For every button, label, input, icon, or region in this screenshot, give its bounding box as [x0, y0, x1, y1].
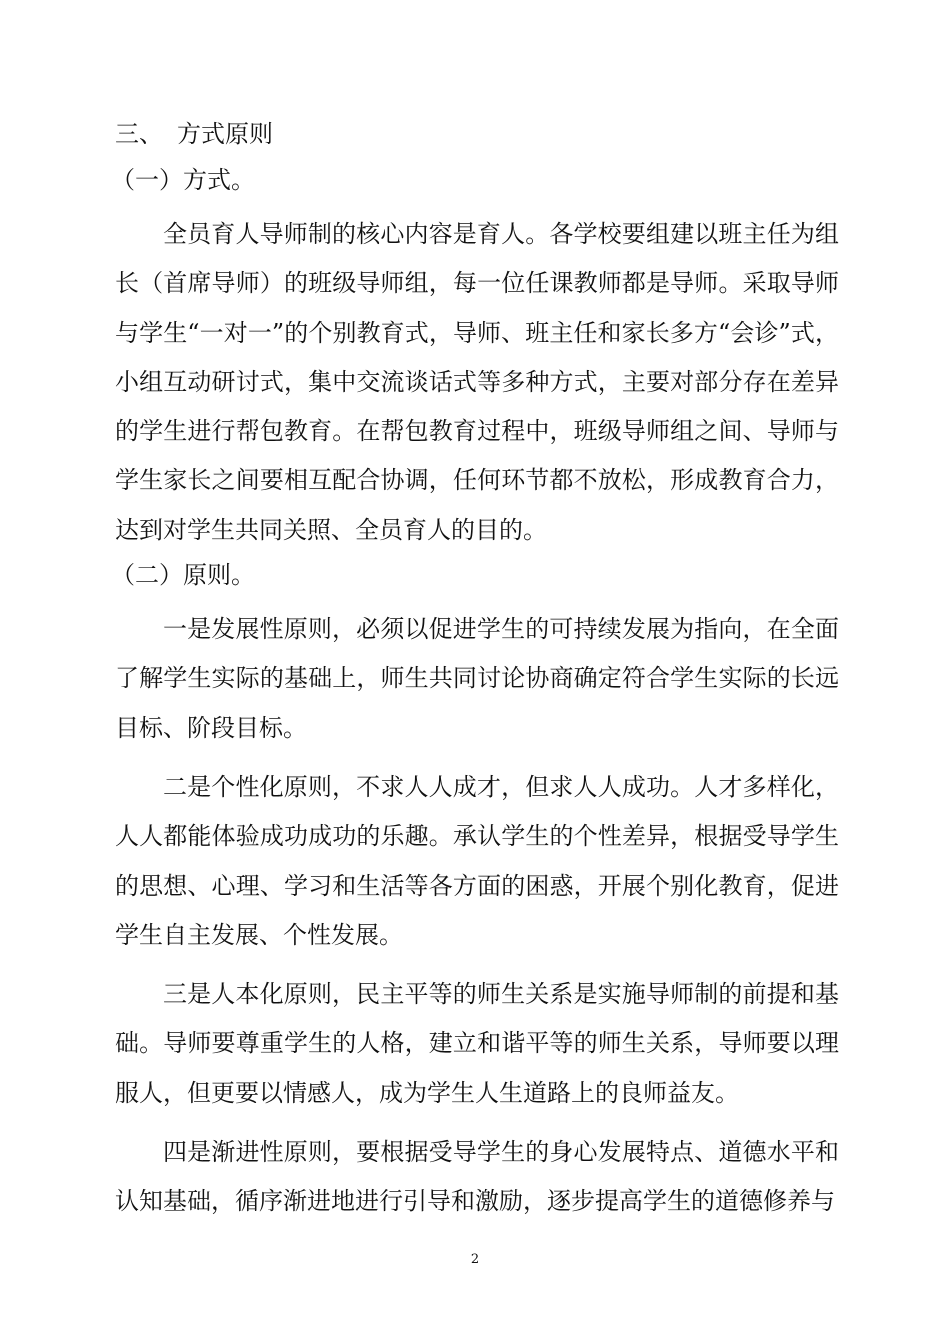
subsection-heading-methods: （一）方式。: [111, 166, 255, 194]
section-title: 方式原则: [177, 120, 273, 148]
section-heading: [115, 114, 839, 154]
paragraph-principle-gradual: 四是渐进性原则，要根据受导学生的身心发展特点、道德水平和认知基础，循序渐进地进行引导和激励，逐步提高学生的道德修养与: [115, 1138, 839, 1216]
page-number: 2: [470, 1252, 480, 1267]
paragraph-methods: 全员育人导师制的核心内容是育人。各学校要组建以班主任为组长（首席导师）的班级导师组，每一位任课教师都是导师。采取导师与学生“一对一”的个别教育式，导师、班主任和家长多方“会诊”式，小组互动研讨式，集中交流谈话式等多种方式，主要对部分存在差异的学生进行帮包教育。在帮包教育过程中，班级导师组之间、导师与学生家长之间要相互配合协调，任何环节都不放松，形成教育合力，达到对学生共同关照、全员育人的目的。: [115, 220, 839, 544]
subsection-heading-principles: （二）原则。: [111, 561, 255, 590]
section-number: 三、: [115, 120, 163, 148]
paragraph-principle-development: 一是发展性原则，必须以促进学生的可持续发展为指向，在全面了解学生实际的基础上，师生共同讨论协商确定符合学生实际的长远目标、阶段目标。: [115, 615, 839, 742]
page-content: [111, 114, 839, 1227]
paragraph-principle-individualization: 二是个性化原则，不求人人成才，但求人人成功。人才多样化，人人都能体验成功成功的乐趣。承认学生的个性差异，根据受导学生的思想、心理、学习和生活等各方面的困惑，开展个别化教育，促进学生自主发展、个性发展。: [115, 772, 839, 949]
paragraph-principle-humanization: 三是人本化原则，民主平等的师生关系是实施导师制的前提和基础。导师要尊重学生的人格，建立和谐平等的师生关系，导师要以理服人，但更要以情感人，成为学生人生道路上的良师益友。: [115, 980, 839, 1107]
